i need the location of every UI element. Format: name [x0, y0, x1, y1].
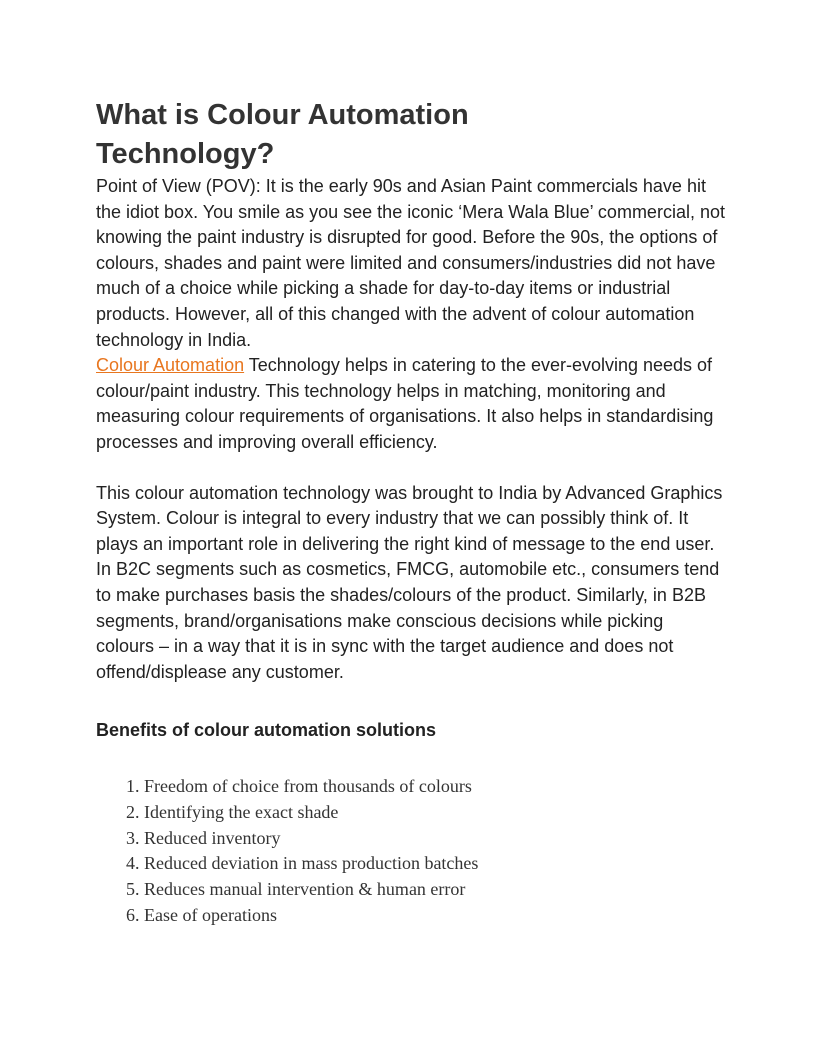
benefits-heading: Benefits of colour automation solutions — [96, 720, 437, 741]
document-page — [96, 96, 726, 929]
colour-automation-link[interactable]: Colour Automation — [96, 355, 245, 376]
benefits-list — [96, 774, 726, 928]
list-item: 6. Ease of operations — [144, 903, 726, 929]
list-item: 1. Freedom of choice from thousands of colours — [144, 774, 726, 800]
intro-paragraph — [96, 174, 726, 456]
list-item: 2. Identifying the exact shade — [144, 800, 726, 826]
page-title: What is Colour Automation Technology? — [96, 99, 469, 170]
history-paragraph: This colour automation technology was brought to India by Advanced Graphics System. Colour is integral to every industry that we can possibly think of. It plays an important role in delivering the right kind of message to the end user. In B2C segments such as cosmetics, FMCG, automobile etc., consumers tend to make purchases basis the shades/colours of the product. Similarly, in B2B segments, brand/organisations make conscious decisions while picking colours – in a way that it is in sync with the target audience and does not offend/displease any customer. — [96, 482, 723, 682]
list-item: 4. Reduced deviation in mass production batches — [144, 851, 726, 877]
intro-text-continued: Technology helps in catering to the ever-evolving needs of colour/paint industry. This technology helps in matching, monitoring and measuring colour requirements of organisations. It also helps in standardising processes and improving overall efficiency. — [96, 355, 714, 452]
list-item: 5. Reduces manual intervention & human error — [144, 877, 726, 903]
list-item: 3. Reduced inventory — [144, 826, 726, 852]
intro-text: Point of View (POV): It is the early 90s and Asian Paint commercials have hit the idiot box. You smile as you see the iconic ‘Mera Wala Blue’ commercial, not knowing the paint industry is disrupted for good. Before the 90s, the options of colours, shades and paint were limited and consumers/industries did not have much of a choice while picking a shade for day-to-day items or industrial products. However, all of this changed with the advent of colour automation technology in India. — [96, 176, 725, 350]
